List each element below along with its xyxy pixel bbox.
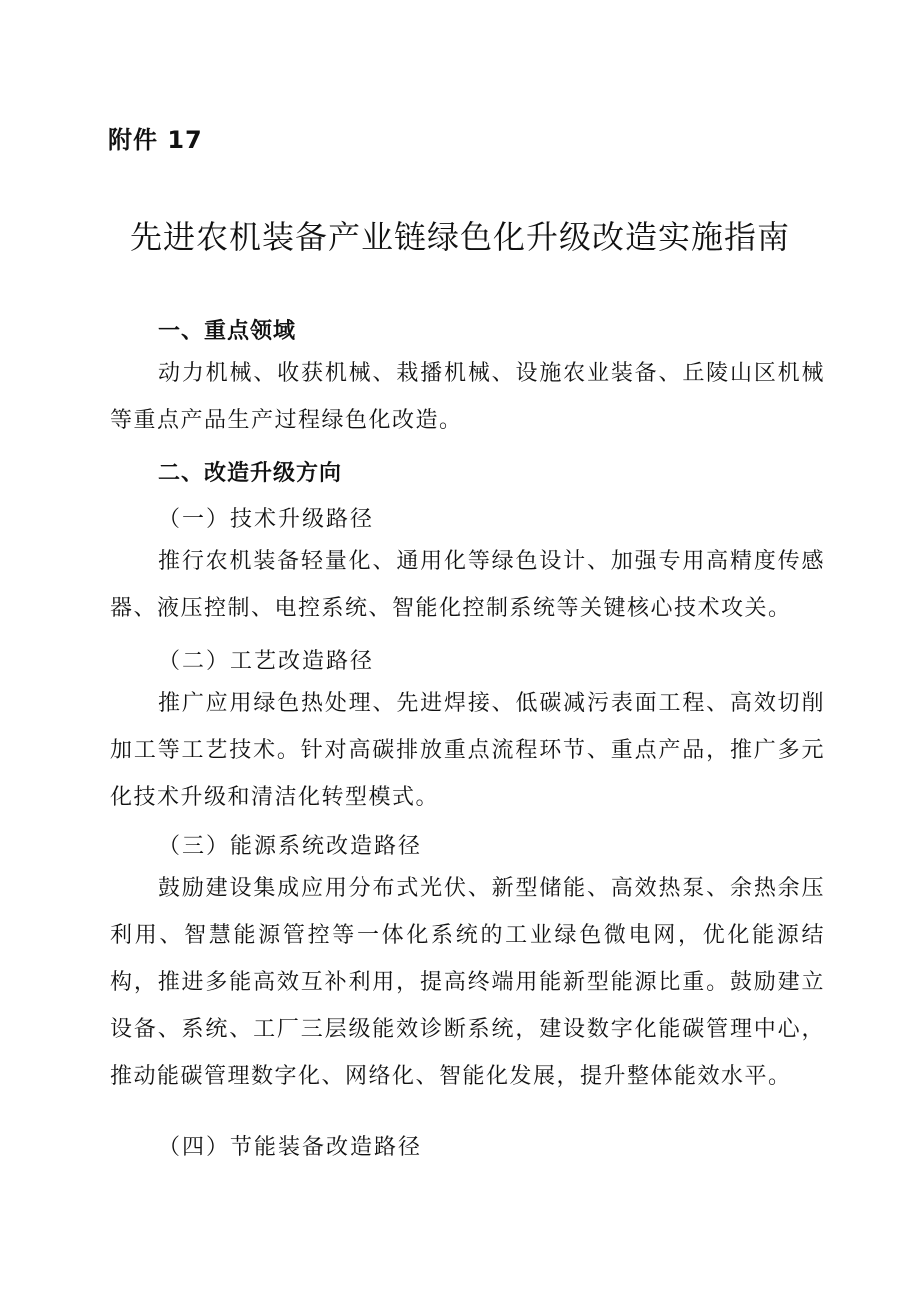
section-heading-upgrade-direction: 二、改造升级方向 [158, 461, 343, 486]
document-title: 先进农机装备产业链绿色化升级改造实施指南 [129, 218, 790, 256]
attachment-label: 附件 17 [108, 126, 203, 154]
subsection-text-technology: 推行农机装备轻量化、通用化等绿色设计、加强专用高精度传感器、液压控制、电控系统、智能化控制系统等关键核心技术攻关。 [110, 549, 825, 621]
subsection-heading-process: （二）工艺改造路径 [158, 649, 375, 674]
subsection-text-process: 推广应用绿色热处理、先进焊接、低碳减污表面工程、高效切削加工等工艺技术。针对高碳排放重点流程环节、重点产品，推广多元化技术升级和清洁化转型模式。 [110, 691, 825, 810]
subsection-text-energy-system: 鼓励建设集成应用分布式光伏、新型储能、高效热泵、余热余压利用、智慧能源管控等一体化系统的工业绿色微电网，优化能源结构，推进多能高效互补利用，提高终端用能新型能源比重。鼓励建立设备、系统、工厂三层级能效诊断系统，建设数字化能碳管理中心，推动能碳管理数字化、网络化、智能化发展，提升整体能效水平。 [110, 876, 825, 1089]
section-text-key-areas: 动力机械、收获机械、栽播机械、设施农业装备、丘陵山区机械等重点产品生产过程绿色化改造。 [110, 361, 825, 433]
section-heading-key-areas: 一、重点领域 [158, 319, 297, 344]
subsection-heading-energy-system: （三）能源系统改造路径 [158, 834, 423, 859]
subsection-heading-technology: （一）技术升级路径 [158, 507, 375, 532]
subsection-heading-energy-equipment: （四）节能装备改造路径 [158, 1135, 423, 1160]
